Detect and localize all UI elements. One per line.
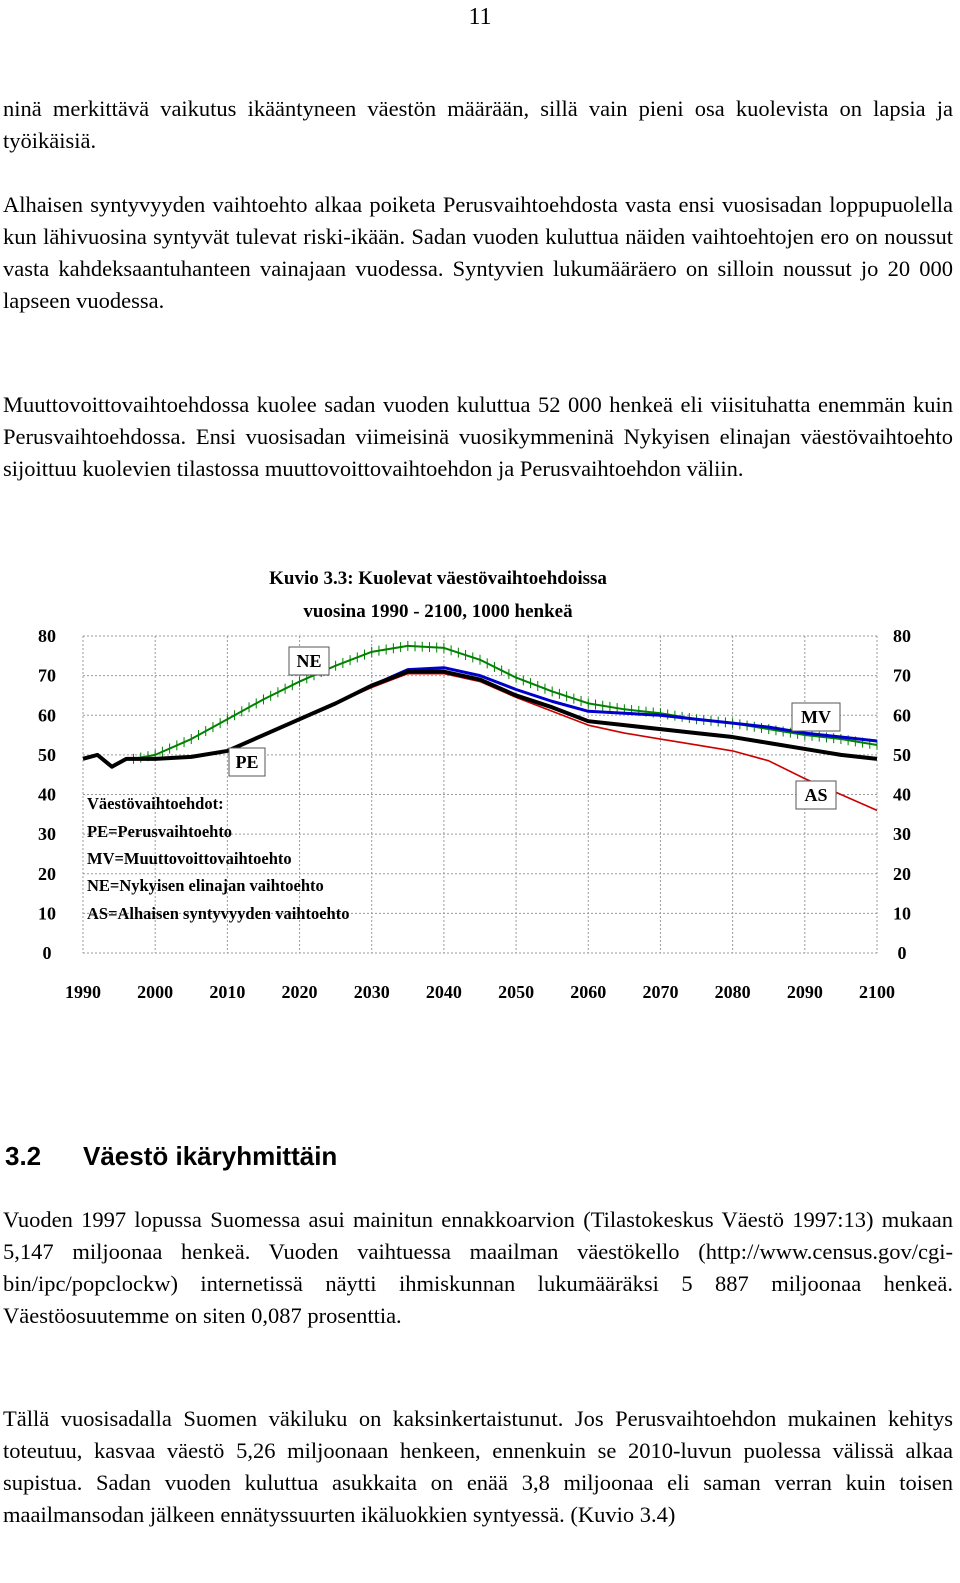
y-tick-label: 70 <box>38 665 56 686</box>
y-tick-label: 20 <box>893 863 911 884</box>
series-label: MV <box>801 707 831 727</box>
x-tick-label: 2000 <box>137 982 174 1002</box>
y-axis-right <box>893 626 911 963</box>
section-number: 3.2 <box>5 1141 42 1171</box>
legend-item: NE=Nykyisen elinajan vaihtoehto <box>87 876 324 895</box>
y-tick-label: 60 <box>38 705 56 726</box>
series-labels <box>229 647 840 809</box>
body-paragraph: Muuttovoittovaihtoehdossa kuolee sadan vuoden kuluttua 52 000 henkeä eli viisituhatta enemmän kuin Perusvaihtoehdossa. Ensi vuosisadan viimeisinä vuosikymmeninä Nykyisen elinajan väestövaihtoehto sijoittuu kuolevien tilastossa muuttovoittovaihtoehdon ja Perusvaihtoehdon väliin. <box>3 392 953 481</box>
series-label: AS <box>804 785 828 805</box>
series-line-pe <box>83 672 877 767</box>
figure-kuvio-3-3 <box>0 555 960 1015</box>
legend-item: AS=Alhaisen syntyvyyden vaihtoehto <box>87 904 350 923</box>
section-title: Väestö ikäryhmittäin <box>83 1141 338 1171</box>
y-tick-label: 80 <box>38 626 56 646</box>
y-tick-label: 30 <box>38 824 56 845</box>
y-tick-label: 10 <box>893 903 911 924</box>
y-tick-label: 40 <box>38 784 56 805</box>
body-paragraph: Alhaisen syntyvyyden vaihtoehto alkaa poiketa Perusvaihtoehdosta vasta ensi vuosisadan loppupuolella kun lähivuosina syntyvät tulevat riski-ikään. Sadan vuoden kuluttua näiden vaihtoehtojen ero on noussut vasta kahdeksaantuhanteen vainajaan vuodessa. Syntyvien lukumääräero on silloin noussut jo 20 000 lapseen vuodessa. <box>3 192 953 313</box>
chart-legend <box>87 794 349 923</box>
x-tick-label: 2080 <box>714 982 751 1002</box>
section-heading <box>5 1140 337 1172</box>
y-tick-label: 50 <box>893 744 911 765</box>
y-tick-label: 40 <box>893 784 911 805</box>
y-tick-label: 0 <box>42 943 52 963</box>
x-axis <box>65 982 895 1002</box>
y-tick-label: 80 <box>893 626 911 646</box>
x-tick-label: 2030 <box>353 982 390 1002</box>
x-tick-label: 2050 <box>498 982 535 1002</box>
y-tick-label: 30 <box>893 824 911 845</box>
legend-item: PE=Perusvaihtoehto <box>87 822 233 841</box>
y-tick-label: 70 <box>893 665 911 686</box>
y-tick-label: 10 <box>38 903 56 924</box>
y-tick-label: 50 <box>38 744 56 765</box>
legend-title: Väestövaihtoehdot: <box>87 794 224 813</box>
page-number: 11 <box>468 4 492 30</box>
x-tick-label: 2090 <box>786 982 823 1002</box>
x-tick-label: 2010 <box>209 982 246 1002</box>
y-axis-left <box>38 626 56 963</box>
x-tick-label: 2070 <box>642 982 679 1002</box>
body-paragraph: Tällä vuosisadalla Suomen väkiluku on kaksinkertaistunut. Jos Perusvaihtoehdon mukainen kehitys toteutuu, kasvaa väestö 5,26 miljoonaan henkeen, ennenkuin se 2010-luvun puolessa välissä alkaa supistua. Sadan vuoden kuluttua asukkaita on enää 3,8 miljoonaa eli saman verran kuin toisen maailmansodan jälkeen ennätyssuurten ikäluokkien syntyessä. (Kuvio 3.4) <box>3 1406 953 1527</box>
chart-title: Kuvio 3.3: Kuolevat väestövaihtoehdoissa <box>269 568 607 589</box>
y-tick-label: 20 <box>38 863 56 884</box>
y-tick-label: 0 <box>897 943 907 963</box>
legend-item: MV=Muuttovoittovaihtoehto <box>87 849 292 868</box>
chart-subtitle: vuosina 1990 - 2100, 1000 henkeä <box>303 601 573 622</box>
x-tick-label: 2040 <box>425 982 462 1002</box>
series-label: PE <box>235 752 259 772</box>
series-label: NE <box>296 651 322 671</box>
x-tick-label: 2100 <box>859 982 895 1002</box>
x-tick-label: 2020 <box>281 982 318 1002</box>
x-tick-label: 1990 <box>65 982 101 1002</box>
y-tick-label: 60 <box>893 705 911 726</box>
body-paragraph: Vuoden 1997 lopussa Suomessa asui mainitun ennakkoarvion (Tilastokeskus Väestö 1997:13) mukaan 5,147 miljoonaa henkeä. Vuoden vaihtuessa maailman väestökello (http://www.census.gov/cgi-bin/ipc/popclockw) internetissä näytti ihmiskunnan lukumääräksi 5 887 miljoonaa henkeä. Väestöosuutemme on siten 0,087 prosenttia. <box>3 1207 953 1328</box>
body-paragraph: ninä merkittävä vaikutus ikääntyneen väestön määrään, sillä vain pieni osa kuolevista on lapsia ja työikäisiä. <box>3 96 953 153</box>
chart-series <box>83 641 877 810</box>
x-tick-label: 2060 <box>570 982 607 1002</box>
